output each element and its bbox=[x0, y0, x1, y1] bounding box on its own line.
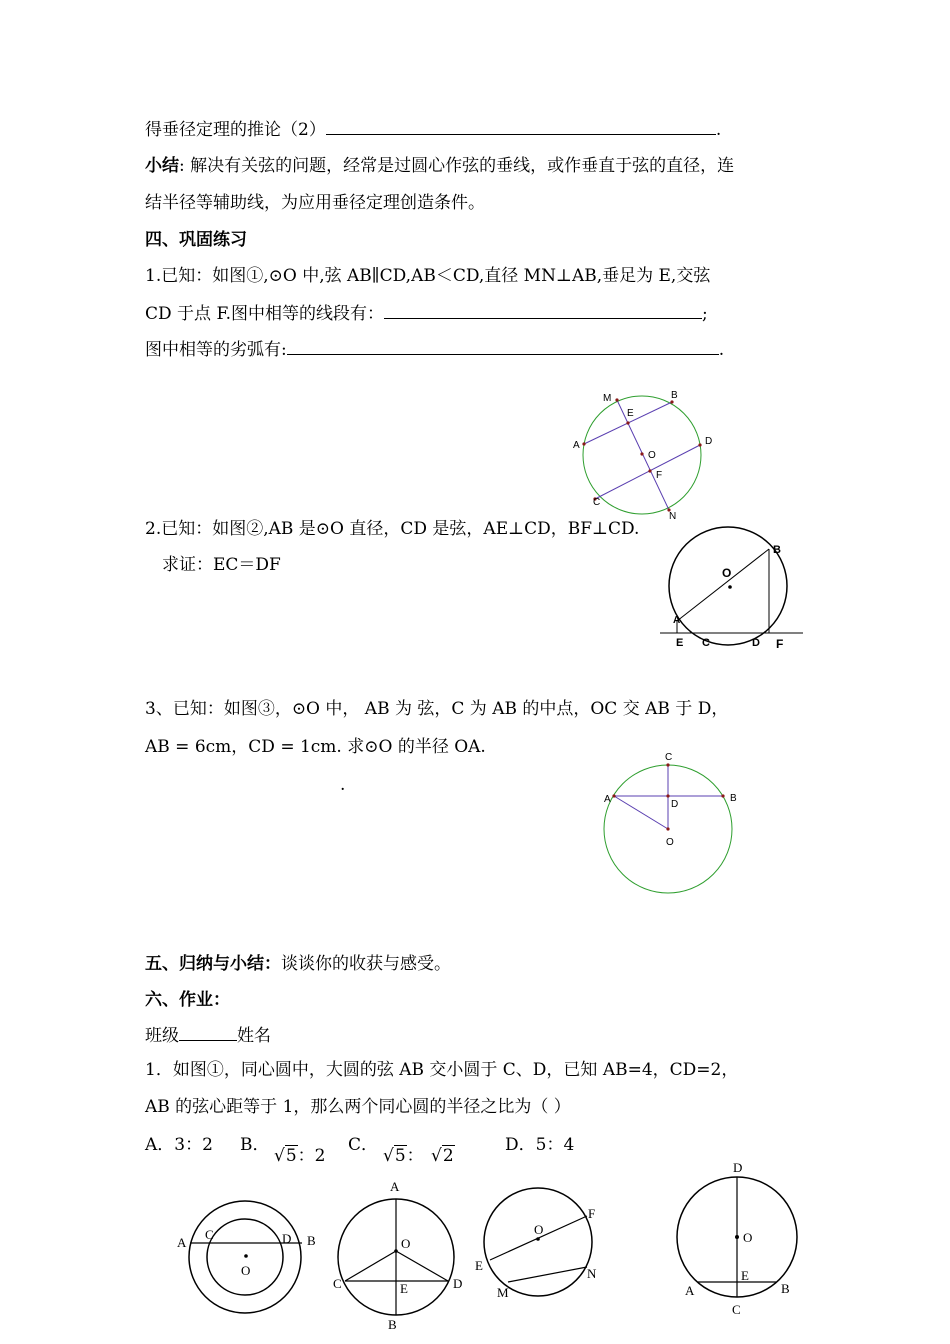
q3-line-2: AB = 6cm，CD = 1cm. 求⊙O 的半径 OA. bbox=[145, 737, 486, 757]
fig6-label: F bbox=[588, 1206, 596, 1221]
answer-blank[interactable] bbox=[326, 118, 716, 135]
fig6-label: N bbox=[587, 1266, 597, 1281]
fig3-label: D bbox=[671, 799, 679, 810]
fig5-label: D bbox=[453, 1276, 463, 1291]
fig2-label: O bbox=[722, 566, 732, 580]
fig2-label: C bbox=[702, 637, 710, 649]
figure-4 bbox=[172, 1195, 322, 1320]
fig5-radius-od bbox=[396, 1251, 448, 1281]
fig7-label: C bbox=[732, 1302, 741, 1317]
sqrt-sign-icon: √ bbox=[383, 1146, 394, 1166]
section-5-line: 五、归纳与小结：谈谈你的收获与感受。 bbox=[145, 954, 451, 974]
figure-6 bbox=[470, 1180, 610, 1305]
fig7-center bbox=[735, 1235, 739, 1239]
fig3-point bbox=[721, 794, 724, 797]
option-c: C． bbox=[348, 1135, 379, 1155]
fig6-chord-mn bbox=[508, 1267, 587, 1282]
class-blank[interactable] bbox=[179, 1024, 237, 1041]
figure-2 bbox=[655, 525, 815, 655]
hw1-line-2: AB 的弦心距等于 1，那么两个同心圆的半径之比为（ ） bbox=[145, 1097, 571, 1117]
corollary-line: 得垂径定理的推论（2） . bbox=[145, 120, 722, 140]
fig1-label: A bbox=[573, 440, 580, 451]
fig2-label: F bbox=[776, 637, 784, 651]
fig7-label: O bbox=[743, 1230, 753, 1245]
fig7-label: A bbox=[685, 1283, 695, 1298]
fig6-center bbox=[536, 1237, 540, 1241]
class-name-line: 班级 姓名 bbox=[145, 1026, 271, 1046]
option-b: B． bbox=[240, 1135, 270, 1155]
sqrt-sign-icon: √ bbox=[431, 1146, 442, 1166]
hw1-options bbox=[145, 1134, 213, 1156]
fig5-label: O bbox=[401, 1236, 411, 1251]
fig1-point bbox=[626, 421, 629, 424]
figure-5 bbox=[325, 1175, 475, 1335]
fig7-label: E bbox=[741, 1268, 749, 1283]
fig1-label: O bbox=[648, 450, 656, 461]
fig3-radius-oa bbox=[614, 796, 668, 829]
fig5-label: E bbox=[400, 1281, 408, 1296]
fig2-label: D bbox=[752, 637, 760, 649]
stray-dot: . bbox=[340, 775, 346, 795]
fig2-diameter-ab bbox=[677, 549, 769, 621]
fig7-label: B bbox=[781, 1281, 790, 1296]
fig1-label: E bbox=[627, 408, 634, 419]
answer-blank[interactable] bbox=[287, 338, 719, 355]
fig3-label: O bbox=[666, 837, 674, 848]
fig1-point bbox=[615, 398, 618, 401]
fig1-label: B bbox=[671, 390, 678, 401]
fig3-label: C bbox=[665, 752, 673, 763]
fig6-circle bbox=[484, 1188, 592, 1296]
fig1-label: F bbox=[656, 470, 663, 481]
figure-1 bbox=[565, 385, 715, 520]
fig1-label: N bbox=[669, 511, 677, 522]
q2-line-2: 求证：EC＝DF bbox=[162, 555, 281, 575]
fig2-center bbox=[728, 585, 732, 589]
fig4-label: C bbox=[205, 1227, 214, 1242]
fig5-label: A bbox=[390, 1179, 400, 1194]
fig6-label: O bbox=[534, 1222, 544, 1237]
fig6-label: E bbox=[475, 1258, 483, 1273]
fig3-point bbox=[666, 827, 669, 830]
section-6-heading: 六、作业： bbox=[145, 990, 230, 1010]
fig3-label: A bbox=[604, 794, 611, 805]
q3-line-1: 3、已知：如图③，⊙O 中， AB 为 弦，C 为 AB 的中点，OC 交 AB 于 D， bbox=[145, 699, 729, 719]
option-d: D．5：4 bbox=[505, 1135, 575, 1155]
fig5-center bbox=[394, 1249, 398, 1253]
fig5-label: B bbox=[388, 1317, 397, 1332]
fig4-label: A bbox=[177, 1235, 187, 1250]
fig1-point bbox=[648, 469, 651, 472]
fig7-label: D bbox=[733, 1160, 743, 1175]
fig4-label: B bbox=[307, 1233, 316, 1248]
figure-7 bbox=[665, 1158, 815, 1318]
option-c-radical-2: √2 bbox=[431, 1146, 454, 1166]
fig4-label: O bbox=[241, 1263, 251, 1278]
fig4-label: D bbox=[282, 1231, 292, 1246]
fig1-label: D bbox=[705, 436, 713, 447]
fig1-label: C bbox=[593, 497, 601, 508]
figure-3 bbox=[595, 748, 745, 898]
fig1-point bbox=[698, 443, 701, 446]
fig3-point bbox=[666, 763, 669, 766]
q1-line-2: CD 于点 F.图中相等的线段有： ; bbox=[145, 304, 708, 324]
fig6-label: M bbox=[497, 1285, 509, 1300]
fig1-label: M bbox=[603, 393, 612, 404]
section-4-heading: 四、巩固练习 bbox=[145, 230, 247, 250]
fig3-point bbox=[612, 794, 615, 797]
q2-line-1: 2.已知：如图②,AB 是⊙O 直径，CD 是弦，AE⊥CD，BF⊥CD. bbox=[145, 519, 640, 539]
fig4-center bbox=[244, 1254, 248, 1258]
summary-line-2: 结半径等辅助线，为应用垂径定理创造条件。 bbox=[145, 193, 485, 213]
fig1-point bbox=[640, 452, 643, 455]
q1-line-1: 1.已知：如图①,⊙O 中,弦 AB∥CD,AB＜CD,直径 MN⊥AB,垂足为 E,交弦 bbox=[145, 266, 711, 286]
fig5-label: C bbox=[333, 1276, 342, 1291]
fig2-label: E bbox=[676, 637, 684, 649]
fig3-label: B bbox=[730, 793, 737, 804]
fig5-radius-oc bbox=[345, 1251, 396, 1281]
q1-line-3: 图中相等的劣弧有: . bbox=[145, 340, 725, 360]
fig1-point bbox=[582, 442, 585, 445]
fig3-point bbox=[666, 794, 669, 797]
option-c-radical-1: √5： bbox=[383, 1146, 424, 1166]
option-b-radical: √5：2 bbox=[274, 1146, 326, 1166]
sqrt-sign-icon: √ bbox=[274, 1146, 285, 1166]
answer-blank[interactable] bbox=[384, 302, 702, 319]
summary-line-1: 小结: 解决有关弦的问题，经常是过圆心作弦的垂线，或作垂直于弦的直径，连 bbox=[145, 156, 735, 176]
option-a: A．3：2 bbox=[145, 1135, 213, 1155]
hw1-line-1: 1．如图①，同心圆中，大圆的弦 AB 交小圆于 C、D，已知 AB=4，CD=2， bbox=[145, 1060, 739, 1080]
fig2-label: B bbox=[773, 544, 781, 556]
fig2-label: A bbox=[673, 615, 681, 626]
